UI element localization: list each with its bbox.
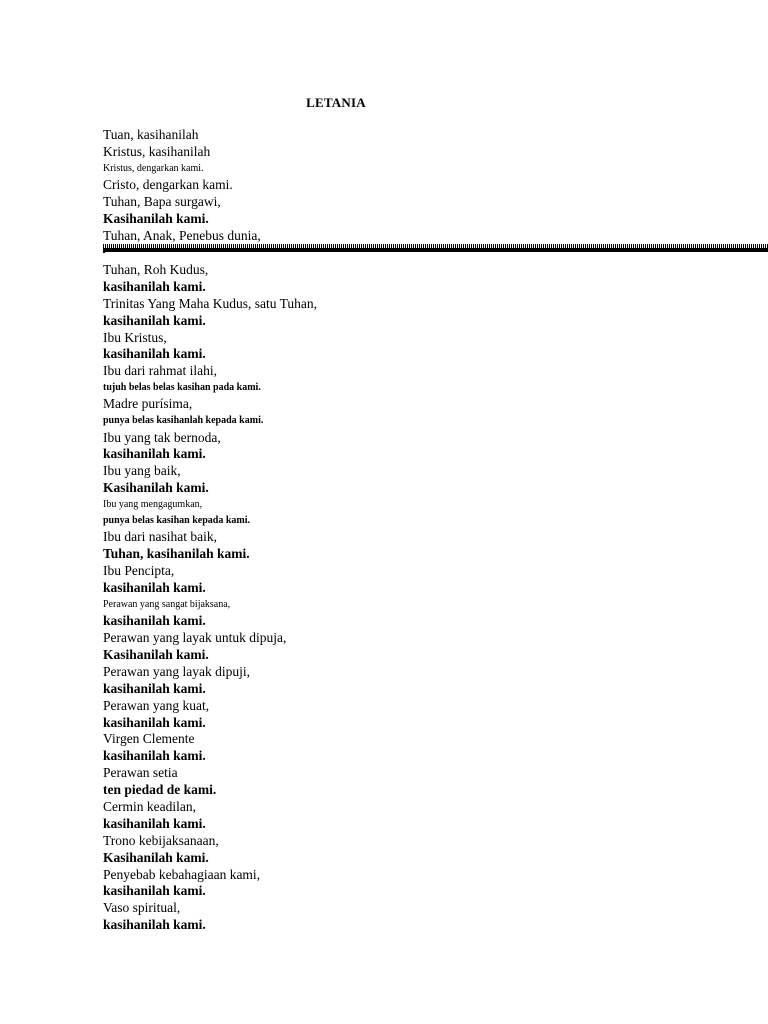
litany-response: Kasihanilah kami.	[103, 849, 209, 865]
litany-invocation: Vaso spiritual,	[103, 900, 181, 916]
litany-response: punya belas kasihan kepada kami.	[103, 515, 251, 527]
litany-invocation: Ibu Kristus,	[103, 329, 167, 345]
litany-block-top	[103, 127, 743, 245]
litany-invocation: Madre purísima,	[103, 396, 193, 412]
litany-invocation: Ibu dari nasihat baik,	[103, 529, 217, 545]
litany-invocation: Virgen Clemente	[103, 731, 195, 747]
litany-invocation: Tuhan, Anak, Penebus dunia,	[103, 227, 261, 243]
litany-invocation: Perawan yang layak untuk dipuja,	[103, 630, 287, 646]
litany-response: kasihanilah kami.	[103, 748, 206, 764]
litany-invocation: Ibu yang mengagumkan,	[103, 499, 203, 511]
litany-invocation: Ibu dari rahmat ilahi,	[103, 363, 217, 379]
litany-invocation: Ibu Pencipta,	[103, 563, 175, 579]
litany-response: Kasihanilah kami.	[103, 210, 209, 226]
litany-invocation: Perawan yang kuat,	[103, 697, 210, 713]
litany-response: kasihanilah kami.	[103, 278, 206, 294]
litany-response: ten piedad de kami.	[103, 782, 217, 798]
litany-invocation: Trono kebijaksanaan,	[103, 832, 219, 848]
litany-response: kasihanilah kami.	[103, 580, 206, 596]
litany-response: kasihanilah kami.	[103, 446, 206, 462]
litany-response: kasihanilah kami.	[103, 917, 206, 933]
litany-response: Kasihanilah kami.	[103, 646, 209, 662]
litany-response: punya belas kasihanlah kepada kami.	[103, 415, 264, 427]
litany-response: kasihanilah kami.	[103, 883, 206, 899]
litany-invocation: Tuhan, Roh Kudus,	[103, 262, 209, 277]
litany-response: kasihanilah kami.	[103, 714, 206, 730]
horizontal-rule	[103, 244, 768, 253]
litany-invocation: Kristus, dengarkan kami.	[103, 162, 204, 174]
litany-response: tujuh belas belas kasihan pada kami.	[103, 382, 261, 394]
litany-response: kasihanilah kami.	[103, 312, 206, 328]
litany-response: Tuhan, kasihanilah kami.	[103, 546, 250, 562]
litany-invocation: Tuhan, Bapa surgawi,	[103, 193, 221, 209]
litany-response: kasihanilah kami.	[103, 613, 206, 629]
litany-invocation: Cermin keadilan,	[103, 798, 196, 814]
litany-response: Kasihanilah kami.	[103, 480, 209, 496]
litany-invocation: Tuan, kasihanilah	[103, 127, 199, 142]
litany-invocation: Perawan yang layak dipuji,	[103, 663, 250, 679]
litany-response: kasihanilah kami.	[103, 680, 206, 696]
litany-invocation: Perawan yang sangat bijaksana,	[103, 599, 231, 610]
litany-invocation: Ibu yang tak bernoda,	[103, 429, 221, 445]
litany-invocation: Cristo, dengarkan kami.	[103, 176, 233, 192]
litany-invocation: Penyebab kebahagiaan kami,	[103, 866, 261, 882]
litany-block-bottom	[103, 262, 743, 934]
page-title: LETANIA	[306, 95, 366, 110]
litany-invocation: Ibu yang baik,	[103, 463, 181, 479]
litany-invocation: Perawan setia	[103, 765, 178, 781]
litany-response: kasihanilah kami.	[103, 815, 206, 831]
litany-response: kasihanilah kami.	[103, 346, 206, 362]
litany-invocation: Kristus, kasihanilah	[103, 143, 211, 159]
litany-invocation: Trinitas Yang Maha Kudus, satu Tuhan,	[103, 295, 318, 311]
